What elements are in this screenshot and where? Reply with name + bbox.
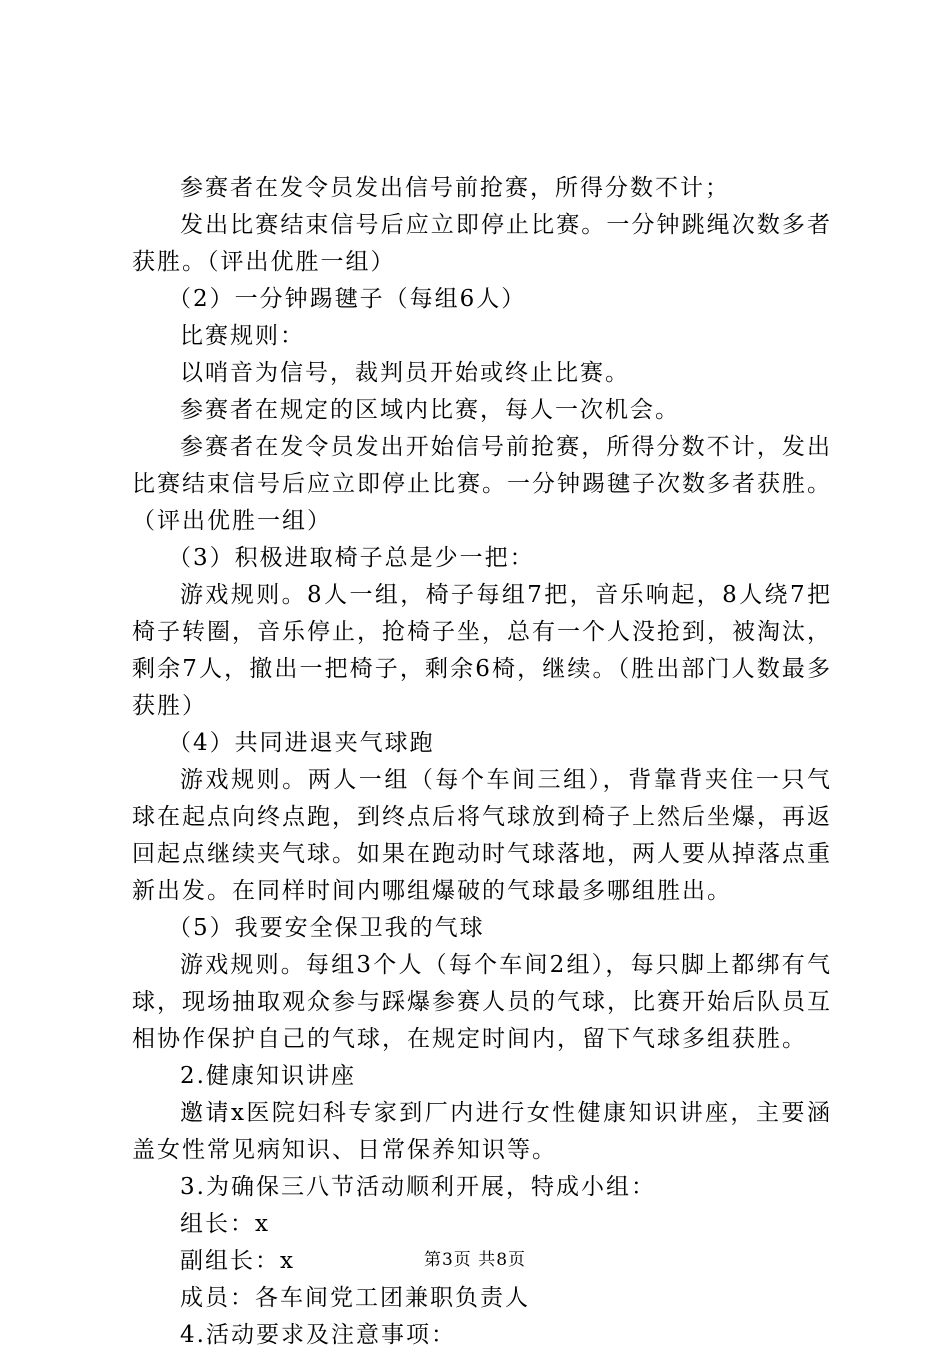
paragraph: 游戏规则。8人一组，椅子每组7把，音乐响起，8人绕7把椅子转圈，音乐停止，抢椅子坐，总有一个人没抢到，被淘汰，剩余7人，撤出一把椅子，剩余6椅，继续。（胜出部门人数最多获胜） <box>132 582 832 719</box>
paragraph: 4.活动要求及注意事项： <box>180 1322 456 1348</box>
paragraph: 游戏规则。每组3个人（每个车间2组），每只脚上都绑有气球，现场抽取观众参与踩爆参赛人员的气球，比赛开始后队员互相协作保护自己的气球，在规定时间内，留下气球多组获胜。 <box>132 952 832 1052</box>
paragraph: 发出比赛结束信号后应立即停止比赛。一分钟跳绳次数多者获胜。（评出优胜一组） <box>132 212 832 275</box>
page-footer: 第3页 共8页 <box>423 1250 527 1270</box>
section-heading: （5）我要安全保卫我的气球 <box>168 915 485 941</box>
paragraph: 邀请x医院妇科专家到厂内进行女性健康知识讲座，主要涵盖女性常见病知识、日常保养知识等。 <box>132 1100 832 1163</box>
paragraph: 参赛者在发令员发出开始信号前抢赛，所得分数不计，发出比赛结束信号后应立即停止比赛。一分钟踢毽子次数多者获胜。（评出优胜一组） <box>132 434 832 534</box>
paragraph: 以哨音为信号，裁判员开始或终止比赛。 <box>180 360 630 386</box>
paragraph: 3.为确保三八节活动顺利开展，特成小组： <box>180 1174 656 1200</box>
paragraph: 副组长：x <box>180 1248 295 1274</box>
paragraph: 2.健康知识讲座 <box>180 1063 356 1089</box>
section-heading: （2）一分钟踢毽子（每组6人） <box>168 286 527 312</box>
paragraph: 参赛者在规定的区域内比赛，每人一次机会。 <box>180 397 680 423</box>
paragraph: 成员：各车间党工团兼职负责人 <box>180 1285 530 1311</box>
paragraph: 参赛者在发令员发出信号前抢赛，所得分数不计； <box>180 175 730 201</box>
paragraph: 比赛规则： <box>180 323 305 349</box>
document-body <box>132 170 832 1354</box>
paragraph: 组长：x <box>180 1211 270 1237</box>
section-heading: （4）共同进退夹气球跑 <box>168 730 435 756</box>
paragraph: 游戏规则。两人一组（每个车间三组），背靠背夹住一只气球在起点向终点跑，到终点后将气球放到椅子上然后坐爆，再返回起点继续夹气球。如果在跑动时气球落地，两人要从掉落点重新出发。在同样时间内哪组爆破的气球最多哪组胜出。 <box>132 767 832 904</box>
section-heading: （3）积极进取椅子总是少一把： <box>168 545 535 571</box>
